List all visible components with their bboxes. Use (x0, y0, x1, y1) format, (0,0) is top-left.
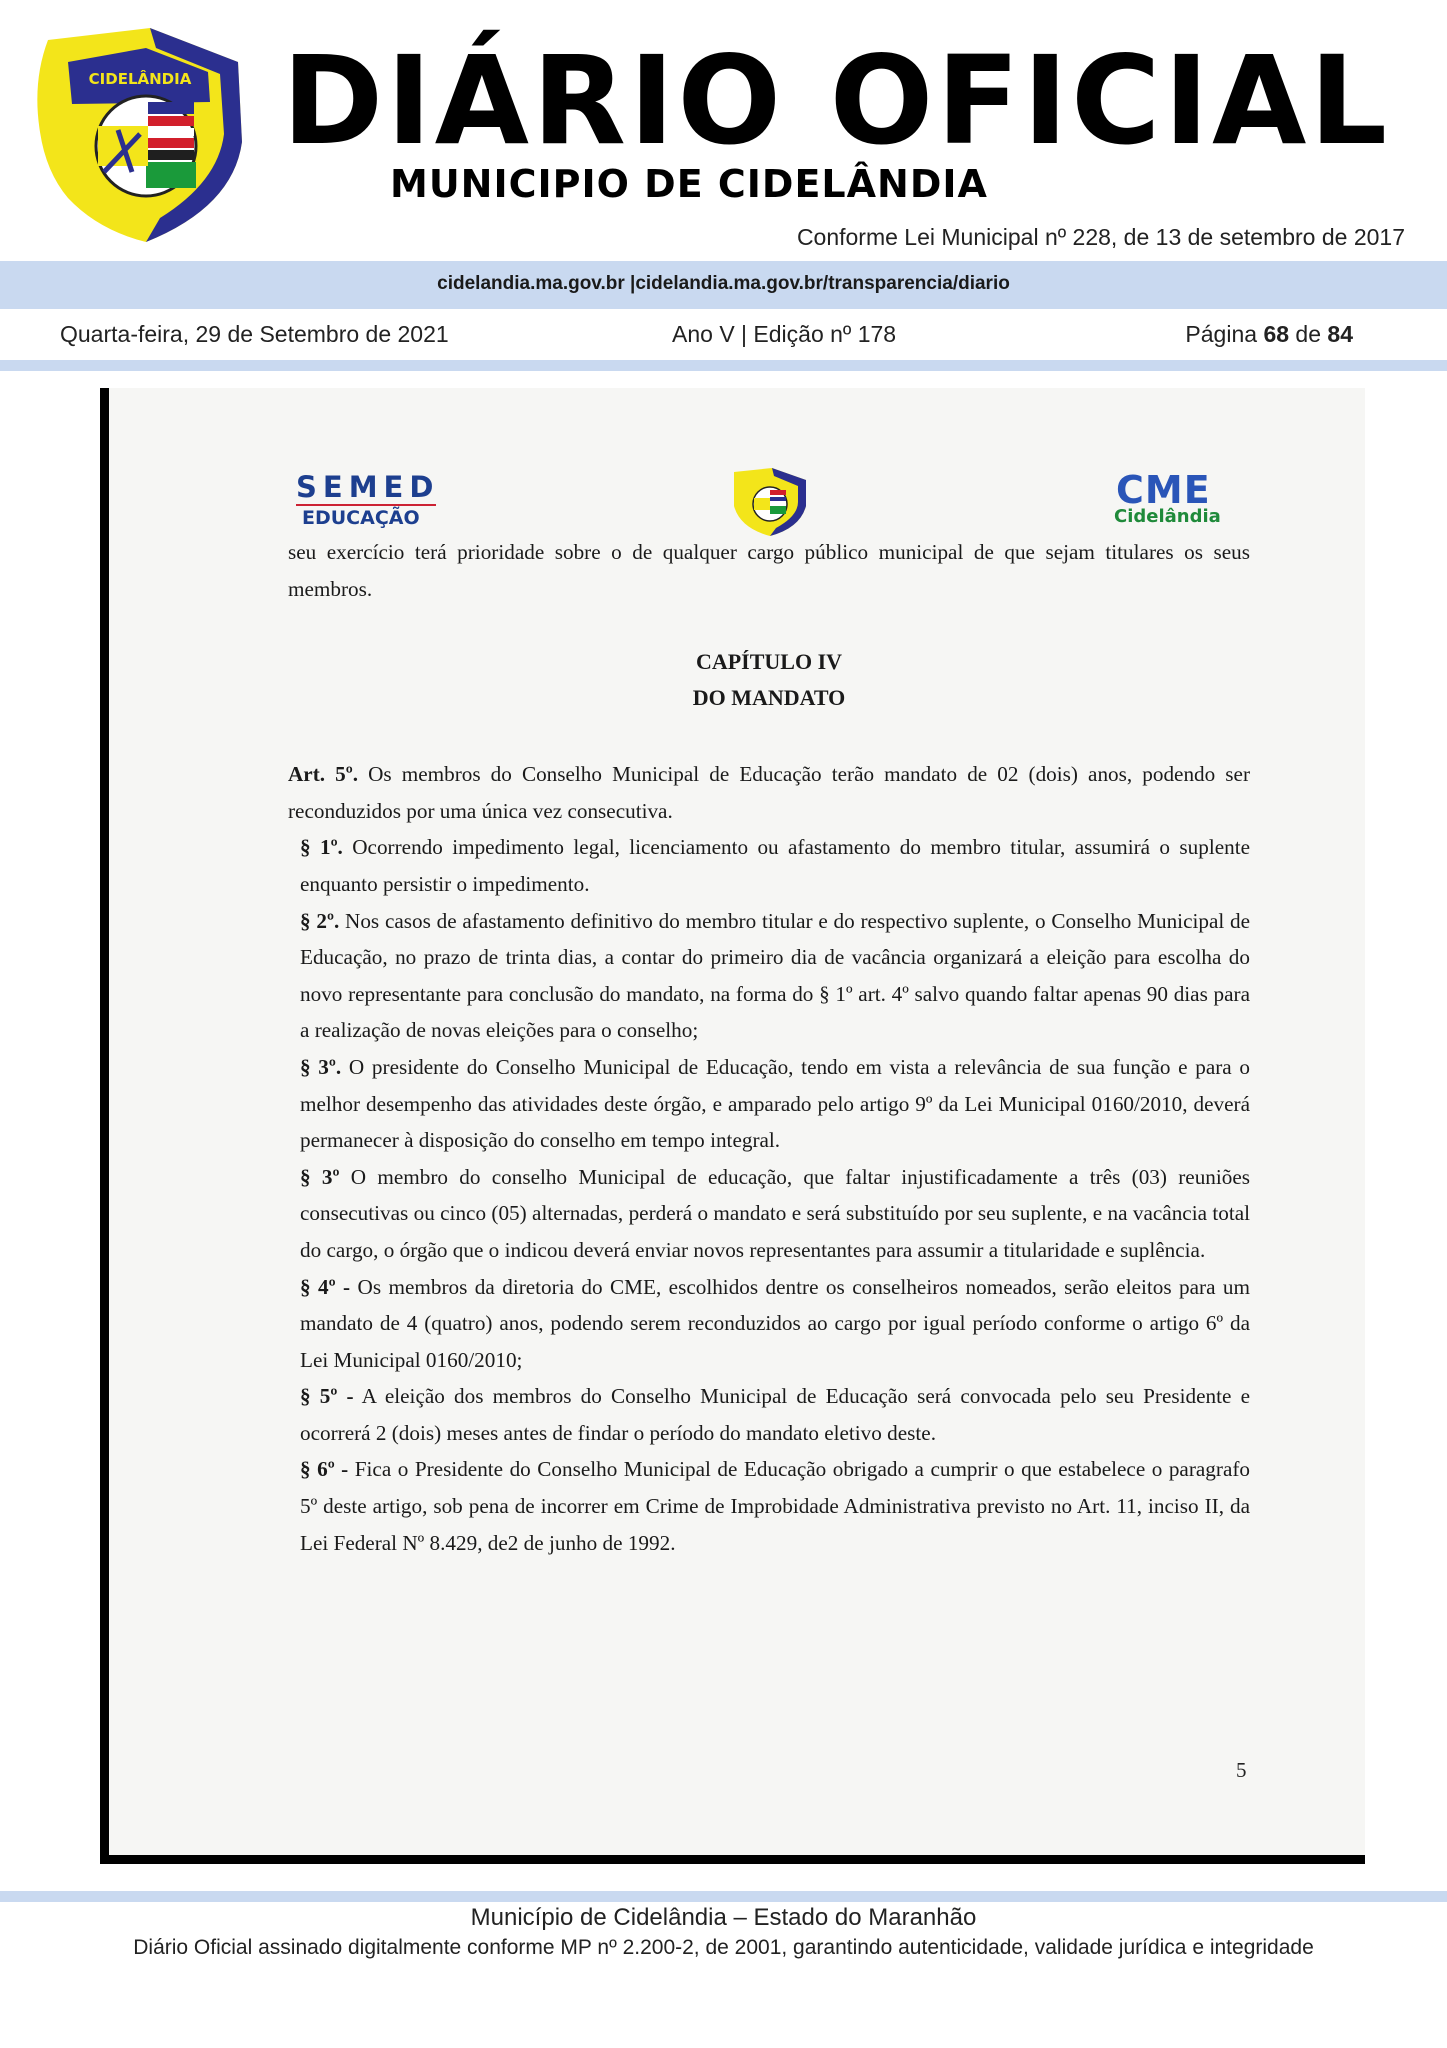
scan-bottom-border (100, 1855, 1365, 1864)
footer-municipality: Município de Cidelândia – Estado do Maranhão (470, 1904, 977, 1931)
paragraph-5: § 5º - A eleição dos membros do Conselho Municipal de Educação será convocada pelo seu Presidente e ocorrerá 2 (dois) meses antes de findar o período do mandato eletivo deste. (300, 1384, 1250, 1445)
scan-left-border (100, 388, 109, 1864)
paragraph-3b: § 3º O membro do conselho Municipal de educação, que faltar injustificadamente a três (03) reuniões consecutivas ou cinco (05) alternadas, perderá o mandato e será substituído por seu suplente, e na vacância total do cargo, o órgão que o indicou deverá enviar novos representantes para assumir a titularidade e suplência. (300, 1164, 1251, 1262)
svg-text:CIDELÂNDIA: CIDELÂNDIA (88, 70, 192, 88)
paragraph-3: § 3º. O presidente do Conselho Municipal de Educação, tendo em vista a relevância de sua função e para o melhor desempenho das atividades deste órgão, e amparado pelo artigo 9º da Lei Municipal 0160/2010, deverá permanecer à disposição do conselho em tempo integral. (300, 1054, 1251, 1153)
issue-date: Quarta-feira, 29 de Setembro de 2021 (60, 321, 449, 347)
scan-page-number: 5 (1236, 1758, 1247, 1782)
legal-basis: Conforme Lei Municipal nº 228, de 13 de setembro de 2017 (796, 224, 1405, 250)
municipal-crest-small (726, 466, 812, 538)
footer-signature-note: Diário Oficial assinado digitalmente conforme MP nº 2.200-2, de 2001, garantindo autenticidade, validade jurídica e integridade (133, 1936, 1314, 1959)
issue-edition: Ano V | Edição nº 178 (672, 321, 897, 347)
article-5: Art. 5º. Os membros do Conselho Municipal de Educação terão mandato de 02 (dois) anos, podendo ser reconduzidos por uma única vez consecutiva. (288, 762, 1251, 823)
issue-info-bar (0, 313, 1447, 357)
document-body (288, 534, 1250, 1561)
website-links[interactable]: cidelandia.ma.gov.br |cidelandia.ma.gov.br/transparencia/diario (437, 273, 1010, 294)
paragraph-4: § 4º - Os membros da diretoria do CME, escolhidos dentre os conselheiros nomeados, serão eleitos para um mandato de 4 (quatro) anos, podendo serem reconduzidos ao cargo por igual período conforme o artigo 6º da Lei Municipal 0160/2010; (300, 1274, 1250, 1372)
semed-logo: SEMED EDUCAÇÃO (296, 470, 440, 529)
municipal-crest-logo (28, 22, 258, 244)
chapter-heading: CAPÍTULO IV (695, 649, 843, 675)
municipality-subtitle: MUNICIPIO DE CIDELÂNDIA (390, 162, 988, 206)
publication-title: DIÁRIO OFICIAL (282, 30, 1391, 172)
url-band (0, 261, 1447, 309)
page-indicator: Página 68 de 84 (1185, 321, 1353, 347)
paragraph-6: § 6º - Fica o Presidente do Conselho Municipal de Educação obrigado a cumprir o que estabelece o paragrafo 5º deste artigo, sob pena de incorrer em Crime de Improbidade Administrativa previsto no Art. 11, inciso II, da Lei Federal Nº 8.429, de2 de junho de 1992. (300, 1457, 1250, 1555)
intro-paragraph: seu exercício terá prioridade sobre o de qualquer cargo público municipal de que sejam titulares os seus membros. (288, 540, 1250, 601)
footer-divider (0, 1891, 1447, 1902)
header-divider (0, 360, 1447, 371)
paragraph-2: § 2º. Nos casos de afastamento definitivo do membro titular e do respectivo suplente, o Conselho Municipal de Educação, no prazo de trinta dias, a contar do primeiro dia de vacância organizará a eleição para escolha do novo representante para conclusão do mandato, na forma do § 1º art. 4º salvo quando faltar apenas 90 dias para a realização de novas eleições para o conselho; (300, 908, 1251, 1043)
cme-logo: CME Cidelândia (1114, 468, 1221, 527)
paragraph-1: § 1º. Ocorrendo impedimento legal, licenciamento ou afastamento do membro titular, assumirá o suplente enquanto persistir o impedimento. (300, 835, 1251, 896)
chapter-title: DO MANDATO (692, 685, 846, 711)
